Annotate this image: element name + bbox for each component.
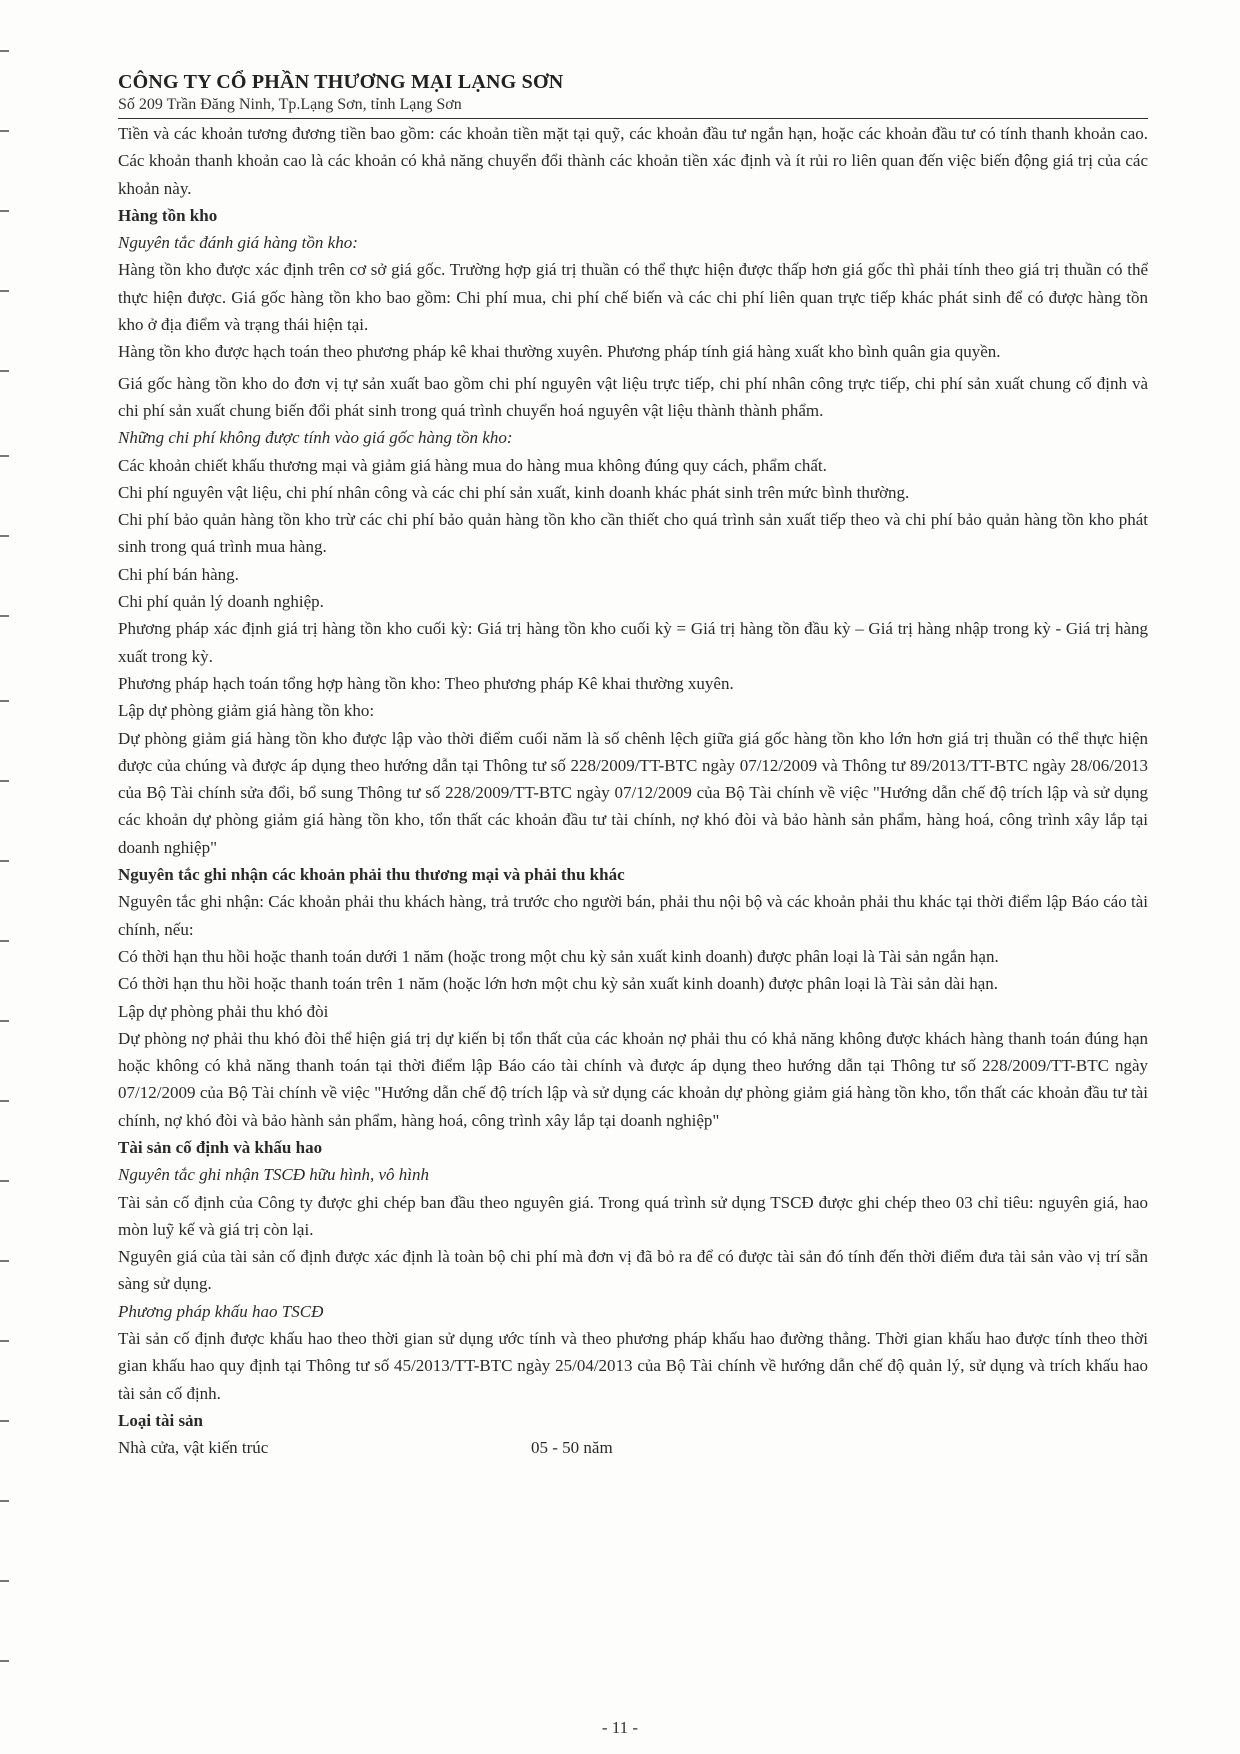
body-paragraph: Chi phí bán hàng. (118, 564, 239, 584)
body-paragraph: Tài sản cố định được khấu hao theo thời gian sử dụng ước tính và theo phương pháp khấu hao đường thẳng. Thời gian khấu hao được tính theo thời gian khấu hao quy định tại Thông tư số 45/2013/TT-BTC ngày 25/04/2013 của Bộ Tài chính về hướng dẫn chế độ quản lý, sử dụng và trích khấu hao tài sản cố định. (118, 1329, 1148, 1403)
body-paragraph: Tiền và các khoản tương đương tiền bao gồm: các khoản tiền mặt tại quỹ, các khoản đầu tư ngắn hạn, hoặc các khoản đầu tư có tính thanh khoản cao. Các khoản thanh khoản cao là các khoản có khả năng chuyển đổi thành các khoản tiền xác định và ít rủi ro liên quan đến việc biến động giá trị của các khoản này. (118, 124, 1148, 198)
body-paragraph: Có thời hạn thu hồi hoặc thanh toán dưới 1 năm (hoặc trong một chu kỳ sản xuất kinh doanh) được phân loại là Tài sản ngắn hạn. (118, 946, 999, 966)
document-body (118, 120, 1148, 1434)
section-heading: Hàng tồn kho (118, 205, 218, 225)
body-paragraph: Có thời hạn thu hồi hoặc thanh toán trên 1 năm (hoặc lớn hơn một chu kỳ sản xuất kinh doanh) được phân loại là Tài sản dài hạn. (118, 974, 999, 994)
body-paragraph: Dự phòng nợ phải thu khó đòi thể hiện giá trị dự kiến bị tổn thất của các khoản nợ phải thu có khả năng không được khách hàng thanh toán đúng hạn hoặc không có khả năng thanh toán tại thời điểm lập Báo cáo tài chính và được áp dụng theo hướng dẫn tại Thông tư số 228/2009/TT-BTC ngày 07/12/2009 của Bộ Tài chính về việc "Hướng dẫn chế độ trích lập và sử dụng các khoản dự phòng giảm giá hàng tồn kho, tổn thất các khoản đầu tư tài chính, nợ khó đòi và bảo hành sản phẩm, hàng hoá, công trình xây lắp tại doanh nghiệp" (118, 1028, 1148, 1130)
body-paragraph: Nguyên tắc ghi nhận: Các khoản phải thu khách hàng, trả trước cho người bán, phải thu nội bộ và các khoản phải thu khác tại thời điểm lập Báo cáo tài chính, nếu: (118, 892, 1148, 939)
section-heading: Tài sản cố định và khấu hao (118, 1137, 323, 1157)
body-paragraph: Chi phí nguyên vật liệu, chi phí nhân công và các chi phí sản xuất, kinh doanh khác phát sinh trên mức bình thường. (118, 482, 910, 502)
asset-depreciation-term: 05 - 50 năm (531, 1438, 613, 1458)
subsection-heading: Những chi phí không được tính vào giá gốc hàng tồn kho: (118, 428, 513, 448)
asset-type: Nhà cửa, vật kiến trúc (118, 1438, 269, 1458)
body-paragraph: Nguyên giá của tài sản cố định được xác định là toàn bộ chi phí mà đơn vị đã bỏ ra để có được tài sản đó tính đến thời điểm đưa tài sản vào vị trí sẵn sàng sử dụng. (118, 1247, 1148, 1294)
subsection-heading: Nguyên tắc đánh giá hàng tồn kho: (118, 233, 358, 253)
header-divider (118, 118, 1148, 119)
body-paragraph: Chi phí quản lý doanh nghiệp. (118, 592, 324, 612)
body-paragraph: Lập dự phòng giảm giá hàng tồn kho: (118, 701, 375, 721)
asset-row (118, 1434, 1148, 1461)
body-paragraph: Phương pháp hạch toán tổng hợp hàng tồn kho: Theo phương pháp Kê khai thường xuyên. (118, 673, 734, 693)
company-name: CÔNG TY CỔ PHẦN THƯƠNG MẠI LẠNG SƠN (118, 71, 564, 93)
body-paragraph: Tài sản cố định của Công ty được ghi chép ban đầu theo nguyên giá. Trong quá trình sử dụng TSCĐ được ghi chép theo 03 chỉ tiêu: nguyên giá, hao mòn luỹ kế và giá trị còn lại. (118, 1192, 1148, 1239)
page-number: - 11 - (601, 1718, 639, 1737)
document-page (118, 70, 1148, 1462)
body-paragraph: Hàng tồn kho được xác định trên cơ sở giá gốc. Trường hợp giá trị thuần có thể thực hiện được thấp hơn giá gốc thì phải tính theo giá trị thuần có thể thực hiện được. Giá gốc hàng tồn kho bao gồm: Chi phí mua, chi phí chế biến và các chi phí liên quan trực tiếp khác phát sinh để có được hàng tồn kho ở địa điểm và trạng thái hiện tại. (118, 260, 1148, 335)
body-paragraph: Các khoản chiết khấu thương mại và giảm giá hàng mua do hàng mua không đúng quy cách, phẩm chất. (118, 455, 827, 475)
section-heading: Loại tài sản (118, 1410, 204, 1430)
body-paragraph: Giá gốc hàng tồn kho do đơn vị tự sản xuất bao gồm chi phí nguyên vật liệu trực tiếp, chi phí nhân công trực tiếp, chi phí sản xuất chung cố định và chi phí sản xuất chung biến đổi phát sinh trong quá trình chuyển hoá nguyên vật liệu thành thành phẩm. (118, 373, 1148, 420)
body-paragraph: Phương pháp xác định giá trị hàng tồn kho cuối kỳ: Giá trị hàng tồn kho cuối kỳ = Giá trị hàng tồn đầu kỳ – Giá trị hàng nhập trong kỳ - Giá trị hàng xuất trong kỳ. (118, 619, 1148, 666)
subsection-heading: Nguyên tắc ghi nhận TSCĐ hữu hình, vô hình (118, 1165, 430, 1185)
subsection-heading: Phương pháp khấu hao TSCĐ (118, 1301, 324, 1321)
body-paragraph: Hàng tồn kho được hạch toán theo phương pháp kê khai thường xuyên. Phương pháp tính giá hàng xuất kho bình quân gia quyền. (118, 342, 1001, 362)
company-address: Số 209 Trần Đăng Ninh, Tp.Lạng Sơn, tỉnh Lạng Sơn (118, 96, 462, 113)
body-paragraph: Lập dự phòng phải thu khó đòi (118, 1001, 329, 1021)
binding-holes (0, 0, 10, 1754)
section-heading: Nguyên tắc ghi nhận các khoản phải thu thương mại và phải thu khác (118, 865, 625, 885)
body-paragraph: Dự phòng giảm giá hàng tồn kho được lập vào thời điểm cuối năm là số chênh lệch giữa giá gốc hàng tồn kho lớn hơn giá trị thuần có thể thực hiện được của chúng và được áp dụng theo hướng dẫn tại Thông tư số 228/2009/TT-BTC ngày 07/12/2009 và Thông tư 89/2013/TT-BTC ngày 28/06/2013 của Bộ Tài chính sửa đổi, bổ sung Thông tư số 228/2009/TT-BTC ngày 07/12/2009 của Bộ Tài chính về việc "Hướng dẫn chế độ trích lập và sử dụng các khoản dự phòng giảm giá hàng tồn kho, tổn thất các khoản đầu tư tài chính, nợ khó đòi và bảo hành sản phẩm, hàng hoá, công trình xây lắp tại doanh nghiệp" (118, 728, 1148, 857)
body-paragraph: Chi phí bảo quản hàng tồn kho trừ các chi phí bảo quản hàng tồn kho cần thiết cho quá trình sản xuất tiếp theo và chi phí bảo quản hàng tồn kho phát sinh trong quá trình mua hàng. (118, 510, 1148, 557)
